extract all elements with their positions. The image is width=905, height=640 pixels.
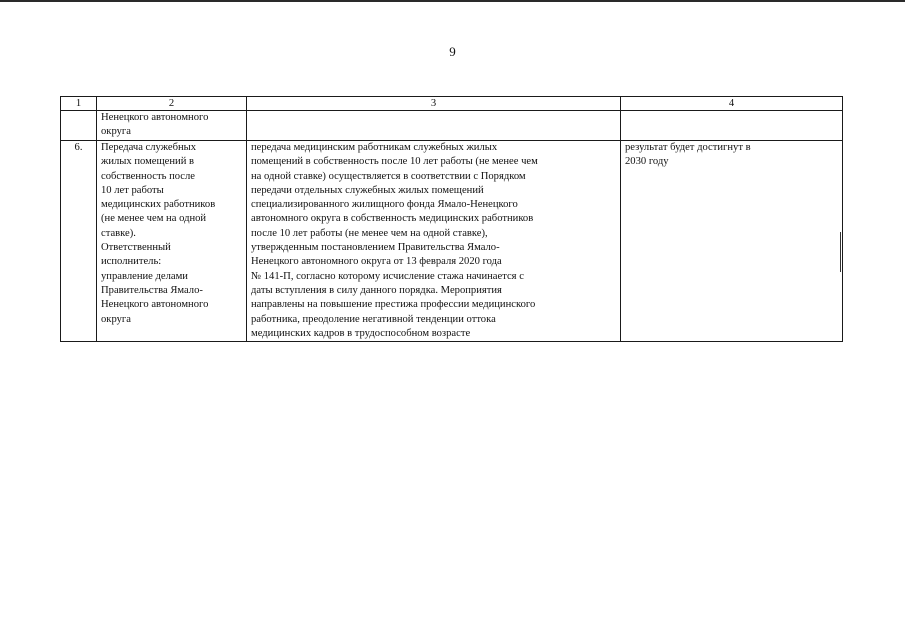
table-header-row [61,97,843,111]
column-header-2: 2 [97,97,247,111]
cell-line: автономного округа в собственность медицинских работников [251,213,534,225]
event-cell [97,141,247,342]
cell-line: помещений в собственность после 10 лет работы (не менее чем [251,156,538,168]
page-number: 9 [449,44,456,59]
cell-line: Ответственный [101,242,171,254]
cell-line: на одной ставке) осуществляется в соответствии с Порядком [251,170,526,182]
cell-line: Ненецкого автономного округа от 13 февраля 2020 года [251,256,502,268]
cell-line: даты вступления в силу данного порядка. Мероприятия [251,284,502,296]
result-cell [621,141,843,342]
cell-line: направлены на повышение престижа профессии медицинского [251,299,536,311]
cell-line: управление делами [101,270,188,282]
continuation-event-cell [97,111,247,141]
cell-line: работника, преодоление негативной тенденции оттока [251,313,496,325]
cell-line: медицинских работников [101,199,216,211]
cell-line: (не менее чем на одной [101,213,207,225]
page-top-edge [0,0,905,2]
description-cell [247,141,621,342]
cell-line: передачи отдельных служебных жилых помещений [251,184,484,196]
cell-line: Ненецкого автономного [101,112,209,123]
cell-line: ставке). [101,227,136,239]
cell-line: округа [101,126,131,138]
column-header-4: 4 [621,97,843,111]
cell-line: собственность после [101,170,195,182]
continuation-number-cell [61,111,97,141]
document-table [60,96,843,342]
cell-line: 10 лет работы [101,184,164,196]
table-row [61,141,843,342]
cell-line: Правительства Ямало- [101,284,203,296]
cell-line: специализированного жилищного фонда Ямало-Ненецкого [251,199,518,211]
continuation-description-cell [247,111,621,141]
cell-line: Передача служебных [101,142,197,153]
column-header-3: 3 [247,97,621,111]
continuation-row [61,111,843,141]
scan-margin-mark [840,232,841,272]
cell-line: утвержденным постановлением Правительства Ямало- [251,242,500,254]
row-number-cell: 6. [61,141,97,342]
cell-line: округа [101,313,131,325]
cell-line: результат будет достигнут в [625,142,751,153]
cell-line: Ненецкого автономного [101,299,209,311]
continuation-result-cell [621,111,843,141]
cell-line: 2030 году [625,156,669,168]
cell-line: № 141-П, согласно которому исчисление стажа начинается с [251,270,524,282]
cell-line: медицинских кадров в трудоспособном возрасте [251,327,471,339]
cell-line: передача медицинским работникам служебных жилых [251,142,498,153]
column-header-1: 1 [61,97,97,111]
cell-line: после 10 лет работы (не менее чем на одной ставке), [251,227,488,239]
cell-line: исполнитель: [101,256,162,268]
cell-line: жилых помещений в [101,156,195,168]
